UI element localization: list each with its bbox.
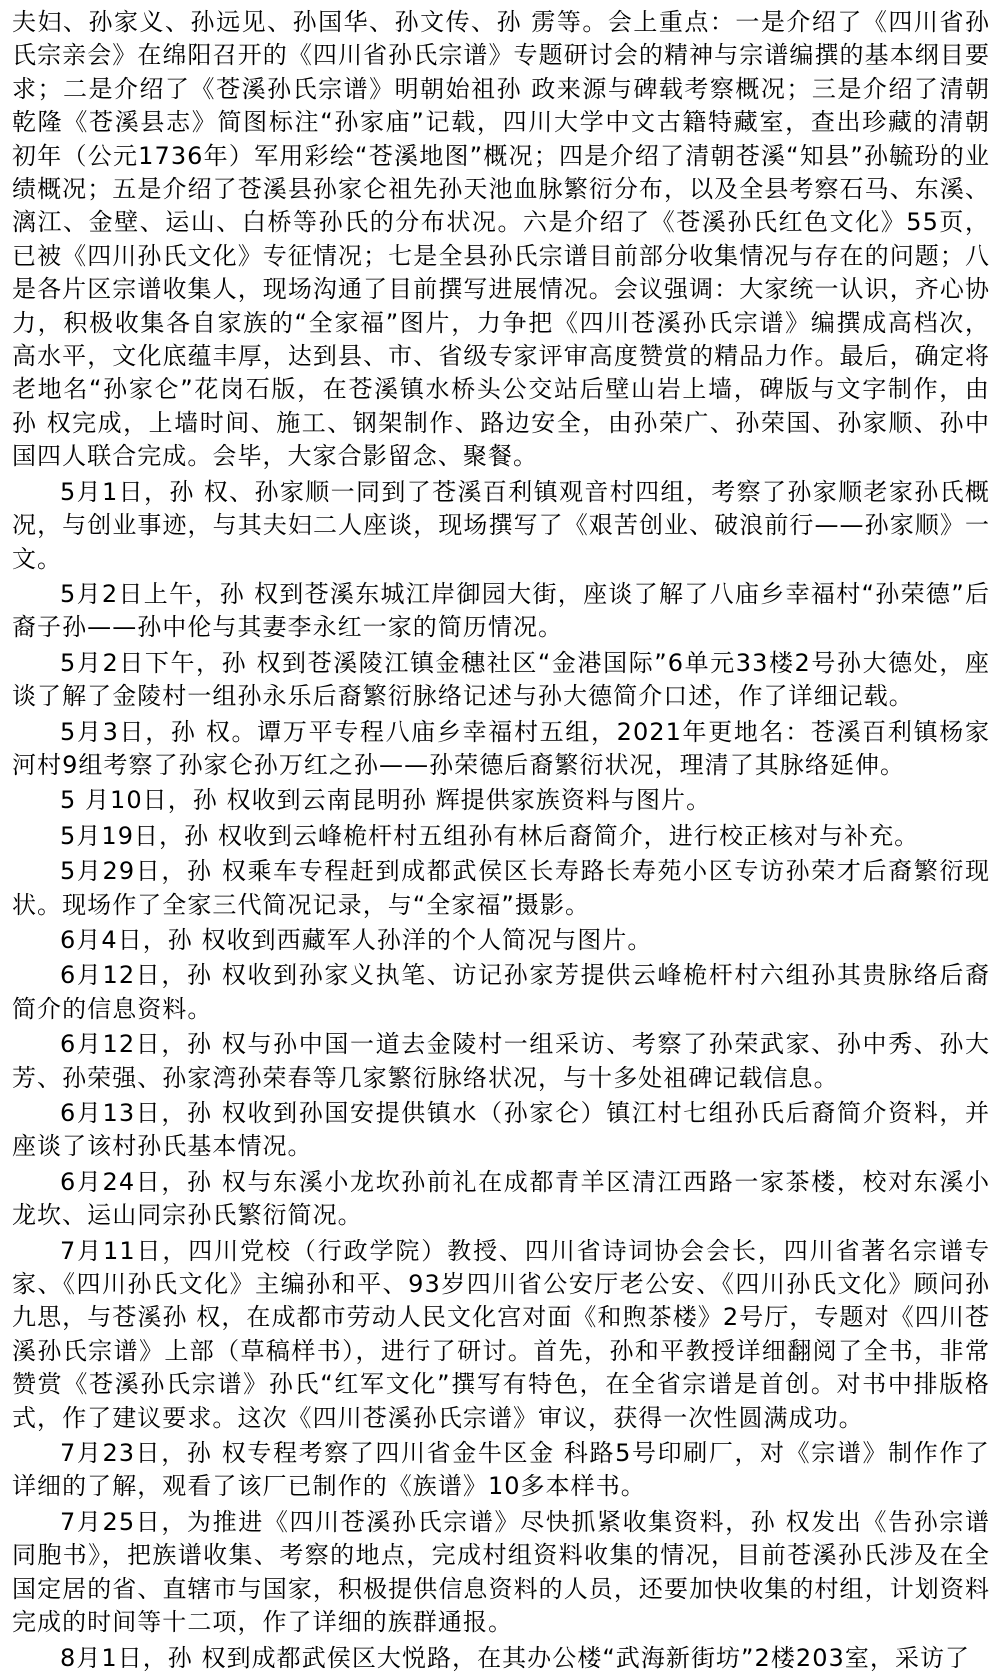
paragraph-june-24: 6月24日，孙 权与东溪小龙坎孙前礼在成都青羊区清江西路一家茶楼，校对东溪小龙坎、运山同宗孙氏繁衍简况。 [12, 1167, 990, 1230]
paragraph-may-3: 5月3日，孙 权。谭万平专程八庙乡幸福村五组，2021年更地名：苍溪百利镇杨家河村9组考察了孙家仑孙万红之孙——孙荣德后裔繁衍状况，理清了其脉络延伸。 [12, 717, 990, 779]
paragraph-june-13: 6月13日，孙 权收到孙国安提供镇水（孙家仑）镇江村七组孙氏后裔简介资料，并座谈了该村孙氏基本情况。 [12, 1099, 990, 1161]
paragraph-june-4: 6月4日，孙 权收到西藏军人孙洋的个人简况与图片。 [60, 925, 653, 954]
paragraph-june-12-second: 6月12日，孙 权与孙中国一道去金陵村一组采访、考察了孙荣武家、孙中秀、孙大芳、孙荣强、孙家湾孙荣春等几家繁衍脉络状况，与十多处祖碑记载信息。 [12, 1030, 990, 1092]
paragraph-august-1: 8月1日，孙 权到成都武侯区大悦路，在其办公楼“武海新街坊”2楼203室，采访了 [60, 1643, 971, 1672]
paragraph-may-19: 5月19日，孙 权收到云峰桅杆村五组孙有林后裔简介，进行校正核对与补充。 [60, 821, 920, 850]
paragraph-july-25: 7月25日，为推进《四川苍溪孙氏宗谱》尽快抓紧收集资料，孙 权发出《告孙宗谱同胞书》，把族谱收集、考察的地点，完成村组资料收集的情况，目前苍溪孙氏涉及在全国定居的省、直辖市与国家，积极提供信息资料的人员，还要加快收集的村组，计划资料完成的时间等十二项，作了详细的族群通报。 [12, 1507, 990, 1637]
paragraph-july-11: 7月11日，四川党校（行政学院）教授、四川省诗词协会会长，四川省著名宗谱专家、《四川孙氏文化》主编孙和平、93岁四川省公安厅老公安、《四川孙氏文化》顾问孙九思，与苍溪孙 权，在成都市劳动人民文化宫对面《和煦茶楼》2号厅，专题对《四川苍溪孙氏宗谱》上部（草稿样书），进行了研讨。首先，孙和平教授详细翻阅了全书，非常赞赏《苍溪孙氏宗谱》孙氏“红军文化”撰写有特色，在全省宗谱是首创。对书中排版格式，作了建议要求。这次《四川苍溪孙氏宗谱》审议，获得一次性圆满成功。 [12, 1236, 990, 1432]
paragraph-may-10: 5 月10日，孙 权收到云南昆明孙 辉提供家族资料与图片。 [60, 786, 712, 815]
paragraph-may-2-morning: 5月2日上午，孙 权到苍溪东城江岸御园大街，座谈了解了八庙乡幸福村“孙荣德”后裔子孙——孙中伦与其妻李永红一家的简历情况。 [12, 579, 990, 642]
paragraph-meeting-summary: 夫妇、孙家义、孙远见、孙国华、孙文传、孙 雳等。会上重点：一是介绍了《四川省孙氏宗亲会》在绵阳召开的《四川省孙氏宗谱》专题研讨会的精神与宗谱编撰的基本纲目要求；二是介绍了《苍溪孙氏宗谱》明朝始祖孙 政来源与碑载考察概况；三是介绍了清朝乾隆《苍溪县志》简图标注“孙家庙”记载，四川大学中文古籍特藏室，查出珍藏的清朝初年（公元1736年）军用彩绘“苍溪地图”概况；四是介绍了清朝苍溪“知县”孙毓玢的业绩概况；五是介绍了苍溪县孙家仑祖先孙天池血脉繁衍分布，以及全县考察石马、东溪、漓江、金壁、运山、白桥等孙氏的分布状况。六是介绍了《苍溪孙氏红色文化》55页，已被《四川孙氏文化》专征情况；七是全县孙氏宗谱目前部分收集情况与存在的问题；八是各片区宗谱收集人，现场沟通了目前撰写进展情况。会议强调：大家统一认识，齐心协力，积极收集各自家族的“全家福”图片，力争把《四川苍溪孙氏宗谱》编撰成高档次，高水平，文化底蕴丰厚，达到县、市、省级专家评审高度赞赏的精品力作。最后，确定将老地名“孙家仑”花岗石版，在苍溪镇水桥头公交站后壁山岩上墙，碑版与文字制作，由孙 权完成，上墙时间、施工、钢架制作、路边安全，由孙荣广、孙荣国、孙家顺、孙中国四人联合完成。会毕，大家合影留念、聚餐。 [12, 8, 990, 471]
paragraph-may-29: 5月29日，孙 权乘车专程赶到成都武侯区长寿路长寿苑小区专访孙荣才后裔繁衍现状。现场作了全家三代简况记录，与“全家福”摄影。 [12, 857, 990, 919]
paragraph-may-1: 5月1日，孙 权、孙家顺一同到了苍溪百利镇观音村四组，考察了孙家顺老家孙氏概况，与创业事迹，与其夫妇二人座谈，现场撰写了《艰苦创业、破浪前行——孙家顺》一文。 [12, 477, 990, 573]
paragraph-june-12-first: 6月12日，孙 权收到孙家义执笔、访记孙家芳提供云峰桅杆村六组孙其贵脉络后裔简介的信息资料。 [12, 961, 990, 1023]
paragraph-may-2-afternoon: 5月2日下午，孙 权到苍溪陵江镇金穗社区“金港国际”6单元33楼2号孙大德处，座谈了解了金陵村一组孙永乐后裔繁衍脉络记述与孙大德简介口述，作了详细记载。 [12, 648, 990, 711]
paragraph-july-23: 7月23日，孙 权专程考察了四川省金牛区金 科路5号印刷厂，对《宗谱》制作作了详细的了解，观看了该厂已制作的《族谱》10多本样书。 [12, 1439, 990, 1501]
